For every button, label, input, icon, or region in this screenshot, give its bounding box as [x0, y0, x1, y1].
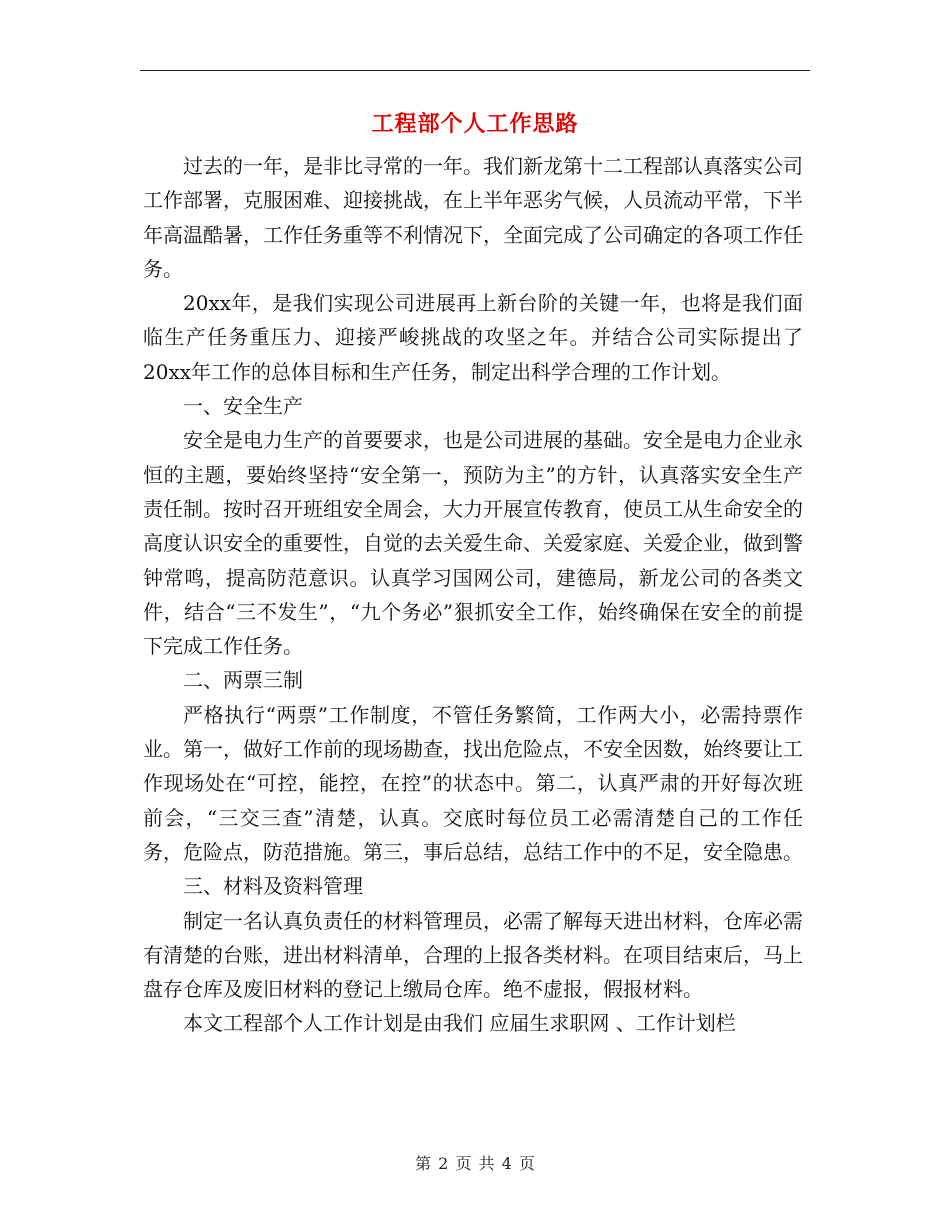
- document-body: [143, 149, 803, 1041]
- document-title: 工程部个人工作思路: [371, 111, 579, 137]
- paragraph-safety: 安全是电力生产的首要要求，也是公司进展的基础。安全是电力企业永恒的主题，要始终坚持“安全第一，预防为主”的方针，认真落实安全生产责任制。按时召开班组安全周会，大力开展宣传教育，使员工从生命安全的高度认识安全的重要性，自觉的去关爱生命、关爱家庭、关爱企业，做到警钟常鸣，提高防范意识。认真学习国网公司，建德局，新龙公司的各类文件，结合“三不发生”，“九个务必”狠抓安全工作，始终确保在安全的前提下完成工作任务。: [143, 428, 803, 659]
- paragraph-two-tickets: 严格执行“两票”工作制度，不管任务繁简，工作两大小，必需持票作业。第一，做好工作前的现场勘查，找出危险点，不安全因数，始终要让工作现场处在“可控，能控，在控”的状态中。第二，认真严肃的开好每次班前会，“三交三查”清楚，认真。交底时每位员工必需清楚自己的工作任务，危险点，防范措施。第三，事后总结，总结工作中的不足，安全隐患。: [143, 702, 803, 864]
- paragraph-year-plan: 20xx年，是我们实现公司进展再上新台阶的关键一年，也将是我们面临生产任务重压力、迎接严峻挑战的攻坚之年。并结合公司实际提出了20xx年工作的总体目标和生产任务，制定出科学合理的工作计划。: [143, 291, 803, 384]
- section-heading-materials: 三、材料及资料管理: [183, 874, 363, 899]
- section-heading-two-tickets: 二、两票三制: [183, 668, 303, 693]
- page-number-footer: 第 2 页 共 4 页: [415, 1154, 535, 1173]
- header-rule: [140, 70, 810, 71]
- paragraph-intro: 过去的一年，是非比寻常的一年。我们新龙第十二工程部认真落实公司工作部署，克服困难、迎接挑战，在上半年恶劣气候，人员流动平常，下半年高温酷暑，工作任务重等不利情况下，全面完成了公司确定的各项工作任务。: [143, 154, 803, 281]
- section-heading-safety: 一、安全生产: [183, 394, 303, 419]
- paragraph-source-note: 本文工程部个人工作计划是由我们 应届生求职网 、工作计划栏: [183, 1011, 736, 1036]
- paragraph-materials: 制定一名认真负责任的材料管理员，必需了解每天进出材料，仓库必需有清楚的台账，进出材料清单，合理的上报各类材料。在项目结束后，马上盘存仓库及废旧材料的登记上缴局仓库。绝不虚报，假报材料。: [143, 908, 803, 1002]
